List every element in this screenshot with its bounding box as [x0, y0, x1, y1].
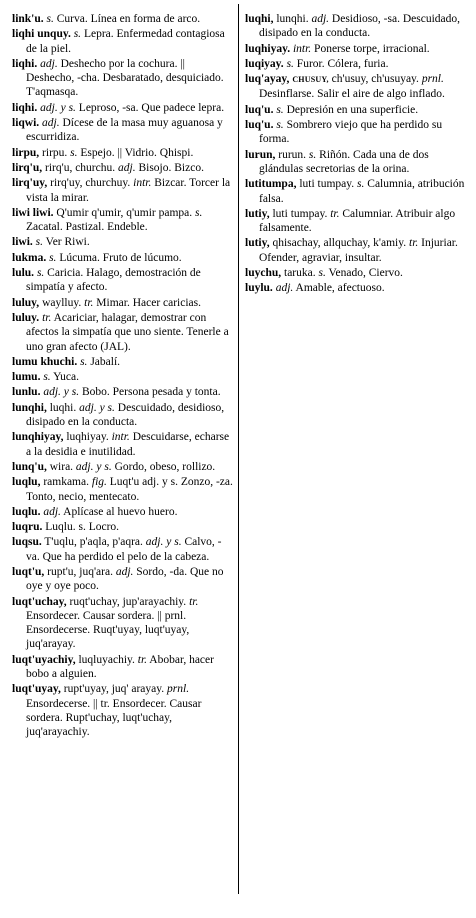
entry-grammar: s. [49, 251, 57, 264]
dictionary-entry [245, 57, 467, 71]
entry-grammar: adj. [43, 505, 61, 518]
entry-headword: luqlu. [12, 505, 41, 518]
entry-headword: luylu. [245, 282, 273, 295]
entry-definition: Desidioso, -sa. Descuidado, disipado en la conducta. [259, 13, 460, 40]
entry-grammar: s. [43, 371, 51, 384]
entry-definition: Ensordecer. Causar sordera. || prnl. Ensordecerse. Ruqt'uyay, luqt'uyay, juq'arayay. [26, 609, 190, 651]
entry-definition: Gordo, obeso, rollizo. [114, 460, 216, 473]
entry-headword: liwi liwi. [12, 206, 54, 219]
entry-headword: luq'u. [245, 119, 274, 132]
entry-definition: Yuca. [53, 371, 80, 384]
entry-definition: Ensordecerse. || tr. Ensordecer. Causar sordera. Rupt'uchay, luqt'uchay, juq'arayachiy. [26, 697, 202, 739]
entry-headword: luluy, [12, 296, 40, 309]
entry-synonyms: rupt'uyay, juq' arayay. [63, 683, 165, 696]
entry-headword: luqt'u, [12, 565, 45, 578]
entry-grammar: s. [73, 28, 82, 41]
dictionary-entry [12, 161, 234, 175]
entry-headword: lumu. [12, 371, 41, 384]
entry-headword: luqhi, [245, 13, 274, 25]
entry-grammar: s. [36, 267, 45, 280]
dictionary-entry [12, 401, 234, 430]
entry-headword: lutiy, [245, 207, 270, 220]
entry-definition: Riñón. Cada una de dos glándulas secretorias de la orina. [259, 148, 429, 175]
entry-definition: Venado, Ciervo. [328, 267, 403, 280]
entry-grammar: adj. [311, 13, 330, 25]
entry-headword: luluy. [12, 311, 40, 324]
entry-headword: lulu. [12, 267, 35, 280]
dictionary-entry [12, 505, 234, 519]
entry-headword: luqt'uyachiy, [12, 653, 76, 666]
entry-grammar: prnl. [421, 73, 444, 86]
entry-grammar: tr. [330, 207, 340, 220]
dictionary-entry [245, 42, 467, 56]
entry-definition: Bisojo. Bizco. [138, 161, 204, 174]
dictionary-entry [12, 385, 234, 399]
dictionary-entry [12, 57, 234, 100]
entry-headword: luqt'uchay, [12, 595, 67, 608]
entry-headword: lunq'u, [12, 460, 47, 473]
entry-definition: Luqlu. s. Locro. [45, 521, 120, 534]
entry-headword: liqhi. [12, 101, 38, 114]
entry-grammar: intr. [133, 177, 152, 190]
dictionary-entry [12, 565, 234, 594]
entry-grammar: s. [46, 13, 54, 25]
entry-grammar: intr. [111, 431, 130, 444]
entry-headword: liqhi. [12, 57, 38, 70]
entry-synonyms: ch'usuy, ch'usuyay. [331, 73, 419, 86]
entry-synonyms: wira. [49, 460, 74, 473]
entry-headword: luq'ayay, [245, 73, 290, 86]
entry-definition: Jabalí. [90, 355, 121, 368]
entry-grammar: adj. [275, 282, 294, 295]
dictionary-entry [12, 266, 234, 295]
entry-grammar: tr. [42, 311, 52, 324]
entry-headword: lukma. [12, 251, 47, 264]
entry-grammar: tr. [84, 296, 94, 309]
entry-grammar: adj. [42, 117, 60, 130]
left-column [12, 12, 234, 741]
entry-definition: Depresión en una superficie. [286, 103, 419, 116]
entry-synonyms: rirq'u, churchu. [45, 161, 116, 174]
dictionary-entry [12, 682, 234, 739]
dictionary-entry [245, 72, 467, 102]
dictionary-entry [12, 475, 234, 504]
dictionary-entry [12, 460, 234, 474]
dictionary-entry [12, 206, 234, 235]
entry-definition: Zacatal. Pastizal. Endeble. [26, 221, 148, 234]
entry-synonyms: luti tumpay. [299, 178, 355, 191]
entry-headword: liwi. [12, 236, 33, 249]
dictionary-entry [12, 12, 234, 26]
entry-synonyms: Q'umir q'umir, q'umir pampa. [56, 206, 193, 219]
dictionary-entry [12, 116, 234, 145]
entry-headword: luqt'uyay, [12, 683, 61, 696]
entry-synonyms: taruka. [284, 267, 316, 280]
entry-definition: Ver Riwi. [45, 236, 90, 249]
entry-synonyms: rirpu. [42, 146, 68, 159]
entry-headword: lunlu. [12, 386, 41, 399]
dictionary-entry [245, 12, 467, 41]
dictionary-entry [245, 103, 467, 117]
entry-definition: Desinflarse. Salir el aire de algo inflado. [259, 88, 445, 101]
entry-definition: Bobo. Persona pesada y tonta. [81, 386, 221, 399]
entry-synonyms: ramkama. [43, 476, 89, 489]
entry-grammar: s. [276, 119, 284, 132]
entry-synonyms: T'uqlu, p'aqla, p'aqra. [44, 536, 143, 549]
entry-headword: lumu khuchi. [12, 355, 78, 368]
entry-grammar: s. [80, 355, 88, 368]
entry-synonyms: lunqhi. [276, 13, 309, 25]
entry-definition: Descuidarse, echarse a la desidia e inutilidad. [26, 431, 230, 458]
entry-definition: Curva. Línea en forma de arco. [56, 13, 201, 25]
dictionary-entry [245, 266, 467, 280]
entry-definition: Amable, afectuoso. [295, 282, 385, 295]
entry-definition: Caricia. Halago, demostración de simpatía y afecto. [26, 267, 201, 294]
entry-definition: Calvo, -va. Que ha perdido el pelo de la cabeza. [26, 536, 222, 563]
dictionary-entry [245, 207, 467, 236]
entry-headword: luqsu. [12, 536, 42, 549]
entry-definition: Injuriar. Ofender, agraviar, insultar. [259, 237, 458, 264]
dictionary-entry [245, 236, 467, 265]
entry-definition: Deshecho por la cochura. || Deshecho, -cha. Desbaratado, desquiciado. T'aqmasqa. [26, 57, 224, 99]
entry-grammar: adj. [118, 161, 136, 174]
entry-synonyms: waylluy. [42, 296, 82, 309]
entry-definition: Leproso, -sa. Que padece lepra. [78, 101, 225, 114]
entry-headword: liqwi. [12, 117, 40, 130]
entry-definition: Acariciar, halagar, demostrar con afectos la simpatía que uno siente. Tenerle a uno gran afecto (JAL). [26, 311, 229, 353]
dictionary-entry [12, 355, 234, 369]
entry-synonyms: luqluyachiy. [78, 653, 135, 666]
entry-headword: lirq'uy, [12, 177, 48, 190]
dictionary-entry [12, 176, 234, 205]
entry-grammar: adj. y s. [43, 386, 80, 399]
entry-definition: Calumniar. Atribuir algo falsamente. [259, 207, 456, 235]
entry-synonyms: rupt'u, juq'ara. [47, 565, 113, 578]
dictionary-entry [12, 27, 234, 56]
entry-grammar: s. [318, 267, 326, 280]
entry-grammar: adj. [40, 57, 58, 70]
entry-definition: Dícese de la masa muy aguanosa y escurridiza. [26, 117, 223, 144]
entry-headword: luqiyay. [245, 57, 284, 70]
dictionary-entry [245, 177, 467, 206]
entry-headword: luq'u. [245, 103, 274, 116]
entry-grammar: tr. [409, 237, 419, 250]
entry-definition: Sombrero viejo que ha perdido su forma. [259, 119, 443, 146]
dictionary-entry [245, 281, 467, 295]
entry-headword: link'u. [12, 13, 44, 25]
entry-grammar: tr. [137, 653, 148, 666]
entry-headword: lutiy, [245, 237, 270, 250]
entry-definition: Aplícase al huevo huero. [63, 505, 178, 518]
entry-headword: luychu, [245, 267, 282, 280]
dictionary-entry [12, 235, 234, 249]
dictionary-entry [12, 146, 234, 160]
entry-synonyms: qhisachay, allquchay, k'amiy. [272, 237, 407, 250]
entry-grammar: s. [308, 148, 317, 161]
column-divider [238, 4, 239, 894]
entry-headword: liqhi unquy. [12, 28, 71, 41]
entry-definition: Espejo. || Vidrio. Qhispi. [80, 146, 194, 159]
dictionary-entry [12, 653, 234, 682]
entry-definition: Furor. Cólera, furia. [296, 57, 389, 70]
dictionary-entry [245, 148, 467, 177]
entry-grammar: s. [195, 206, 203, 219]
entry-definition: Luqt'u adj. y s. Zonzo, -za. Tonto, necio, mentecato. [26, 476, 233, 503]
dictionary-entry [12, 101, 234, 115]
entry-definition: Mimar. Hacer caricias. [96, 296, 202, 309]
entry-definition: Calumnia, atribución falsa. [259, 178, 465, 205]
dictionary-entry [12, 251, 234, 265]
entry-synonyms: ruqt'uchay, jup'arayachiy. [69, 595, 187, 608]
entry-headword: lunqhiyay, [12, 431, 64, 444]
entry-grammar: intr. [292, 42, 312, 55]
entry-grammar: s. [276, 103, 284, 116]
entry-grammar: s. [70, 146, 78, 159]
entry-definition: Ponerse torpe, irracional. [314, 42, 430, 55]
entry-headword: luqru. [12, 521, 43, 534]
dictionary-entry [12, 311, 234, 354]
dictionary-entry [12, 535, 234, 564]
entry-synonyms: rurun. [278, 148, 307, 161]
entry-grammar: adj. y s. [79, 401, 115, 414]
entry-grammar: s. [286, 57, 294, 70]
entry-synonyms: luqhiyay. [66, 431, 109, 444]
entry-grammar: prnl. [167, 683, 190, 696]
dictionary-entry [12, 296, 234, 310]
entry-headword: lunqhi, [12, 401, 47, 414]
entry-grammar: adj. y s. [40, 101, 76, 114]
entry-headword: lirpu, [12, 146, 40, 159]
right-column [245, 12, 467, 297]
dictionary-entry [12, 595, 234, 652]
entry-definition: Abobar, hacer bobo a alguien. [26, 653, 214, 681]
entry-definition: Lúcuma. Fruto de lúcumo. [59, 251, 182, 264]
entry-definition: Lepra. Enfermedad contagiosa de la piel. [26, 28, 225, 55]
entry-headword: luqhiyay. [245, 42, 291, 55]
entry-smallcaps: CHUSUY, [292, 75, 329, 85]
entry-grammar: s. [357, 178, 365, 191]
entry-definition: Sordo, -da. Que no oye y oye poco. [26, 565, 224, 593]
entry-headword: luqlu, [12, 476, 41, 489]
entry-headword: lutitumpa, [245, 178, 297, 191]
dictionary-entry [12, 520, 234, 534]
entry-grammar: fig. [91, 476, 107, 489]
entry-synonyms: rirq'uy, churchuy. [50, 177, 131, 190]
entry-definition: Descuidado, desidioso, disipado en la conducta. [26, 401, 225, 429]
entry-headword: lirq'u, [12, 161, 43, 174]
dictionary-entry [12, 370, 234, 384]
dictionary-entry [12, 430, 234, 459]
entry-synonyms: luti tumpay. [272, 207, 328, 220]
entry-grammar: tr. [189, 595, 199, 608]
entry-grammar: adj. y s. [75, 460, 112, 473]
dictionary-entry [245, 118, 467, 147]
entry-grammar: adj. y s. [145, 536, 182, 549]
entry-synonyms: luqhi. [49, 401, 77, 414]
entry-grammar: s. [35, 236, 43, 249]
entry-grammar: adj. [115, 565, 134, 578]
entry-headword: lurun, [245, 148, 276, 161]
entry-definition: Bizcar. Torcer la vista la mirar. [26, 177, 231, 204]
